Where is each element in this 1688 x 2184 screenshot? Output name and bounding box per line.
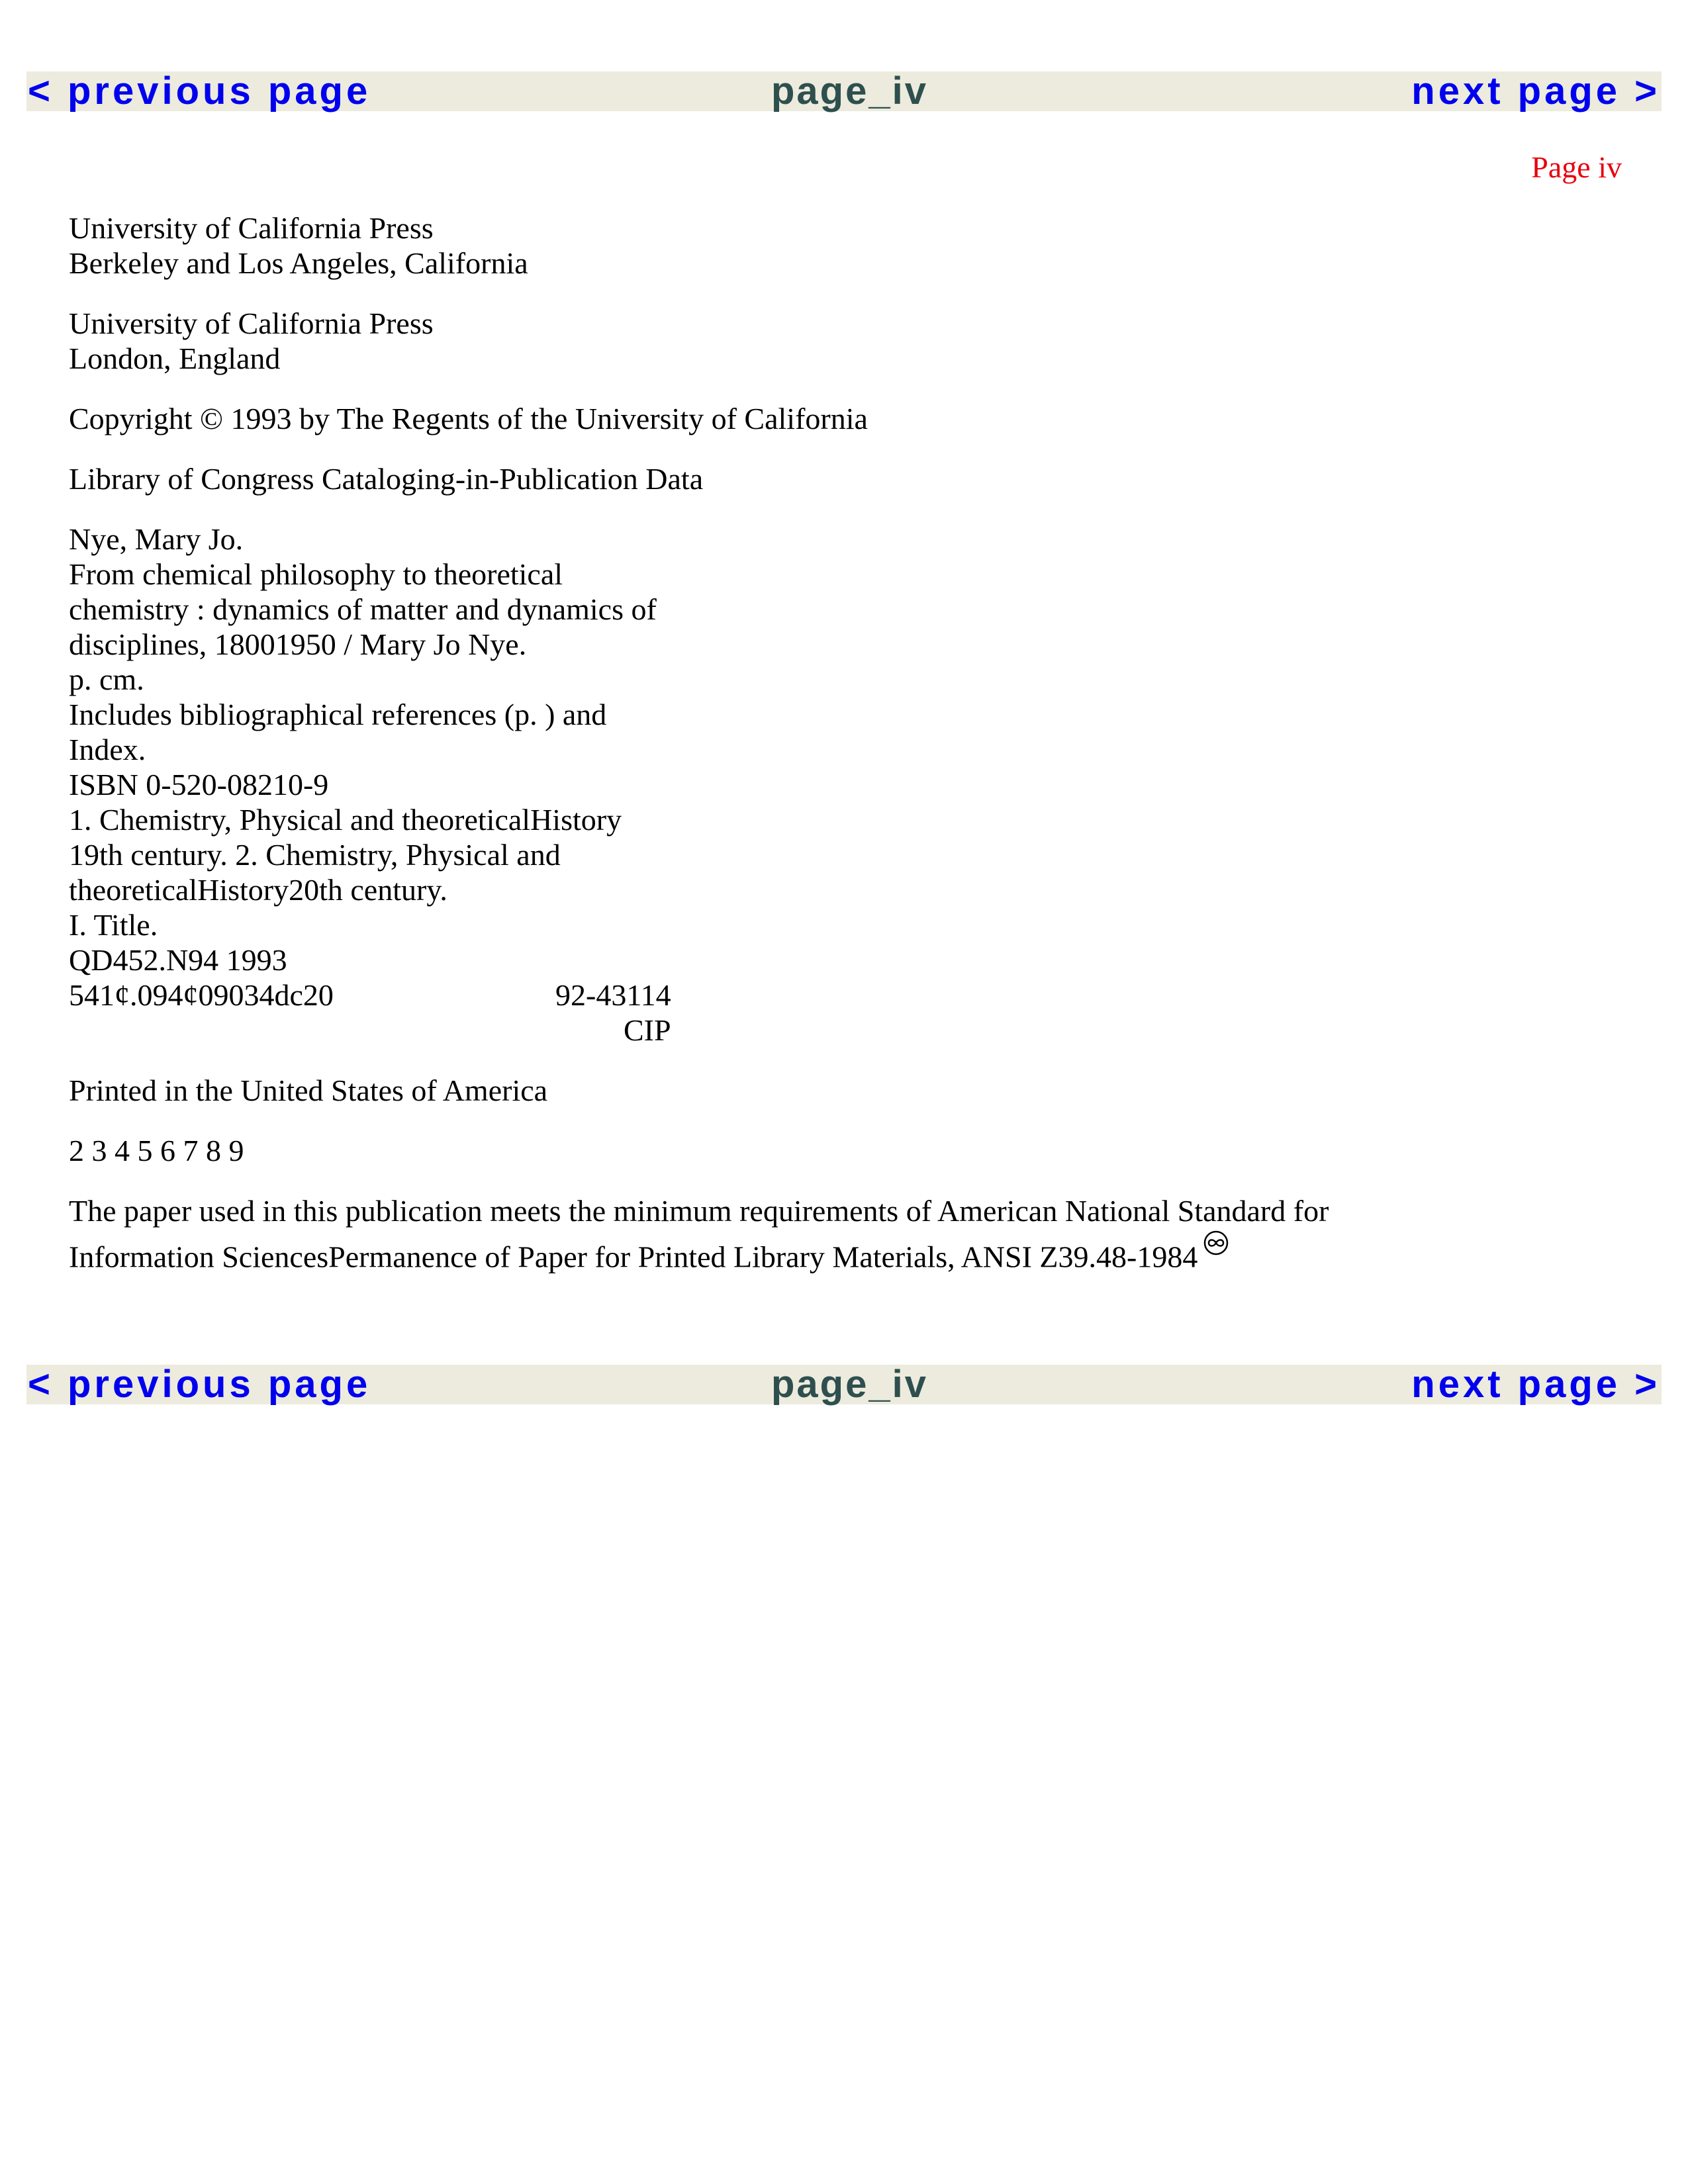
paper-note-line xyxy=(69,1228,1624,1274)
printing-numbers: 2 3 4 5 6 7 8 9 xyxy=(69,1134,244,1167)
classification-number: 541¢.094¢09034dc20 xyxy=(69,978,334,1012)
cip-line: Nye, Mary Jo. xyxy=(69,522,244,556)
cip-label: CIP xyxy=(624,1013,671,1047)
printed-in: Printed in the United States of America xyxy=(69,1073,548,1107)
cip-line: ISBN 0-520-08210-9 xyxy=(69,768,329,801)
publisher-location: London, England xyxy=(69,341,281,375)
copyright-notice: Copyright © 1993 by The Regents of the University of California xyxy=(69,402,868,435)
cip-line: 1. Chemistry, Physical and theoreticalHistory xyxy=(69,803,622,837)
lccn: 92-43114 xyxy=(555,978,671,1012)
cip-line: Includes bibliographical references (p. ) and xyxy=(69,698,607,731)
publisher-us xyxy=(69,210,1624,281)
classification-row xyxy=(69,978,1624,1013)
next-page-link[interactable]: next page > xyxy=(1411,69,1660,113)
cip-line: theoreticalHistory20th century. xyxy=(69,873,447,907)
cip-line: QD452.N94 1993 xyxy=(69,943,287,977)
previous-page-link[interactable]: < previous page xyxy=(28,69,371,113)
current-page-label: page_iv xyxy=(771,69,928,113)
cip-line: 19th century. 2. Chemistry, Physical and xyxy=(69,838,561,872)
cip-heading: Library of Congress Cataloging-in-Publication Data xyxy=(69,462,704,496)
bottom-navigation-bar xyxy=(26,1365,1662,1404)
cip-line: disciplines, 18001950 / Mary Jo Nye. xyxy=(69,627,527,661)
publisher-uk xyxy=(69,306,1624,376)
infinity-circle-icon xyxy=(1203,1228,1229,1263)
cip-line: I. Title. xyxy=(69,908,158,942)
paper-note-line: The paper used in this publication meets the minimum requirements of American National Standard for xyxy=(69,1194,1329,1228)
cip-line: chemistry : dynamics of matter and dynamics of xyxy=(69,592,657,626)
cip-record xyxy=(69,522,1624,1048)
current-page-label: page_iv xyxy=(771,1363,928,1406)
publisher-name: University of California Press xyxy=(69,211,434,245)
page-number: Page iv xyxy=(1531,150,1622,184)
next-page-link[interactable]: next page > xyxy=(1411,1363,1660,1406)
previous-page-link[interactable]: < previous page xyxy=(28,1363,371,1406)
paper-note-text: Information SciencesPermanence of Paper for Printed Library Materials, ANSI Z39.48-1984 xyxy=(69,1240,1198,1274)
cip-line: From chemical philosophy to theoretical xyxy=(69,557,563,591)
publisher-name: University of California Press xyxy=(69,306,434,340)
publisher-location: Berkeley and Los Angeles, California xyxy=(69,246,528,280)
cip-line: p. cm. xyxy=(69,662,144,696)
top-navigation-bar xyxy=(26,71,1662,111)
copyright-page-content xyxy=(69,210,1624,1299)
paper-note xyxy=(69,1193,1624,1274)
cip-line: Index. xyxy=(69,733,146,766)
